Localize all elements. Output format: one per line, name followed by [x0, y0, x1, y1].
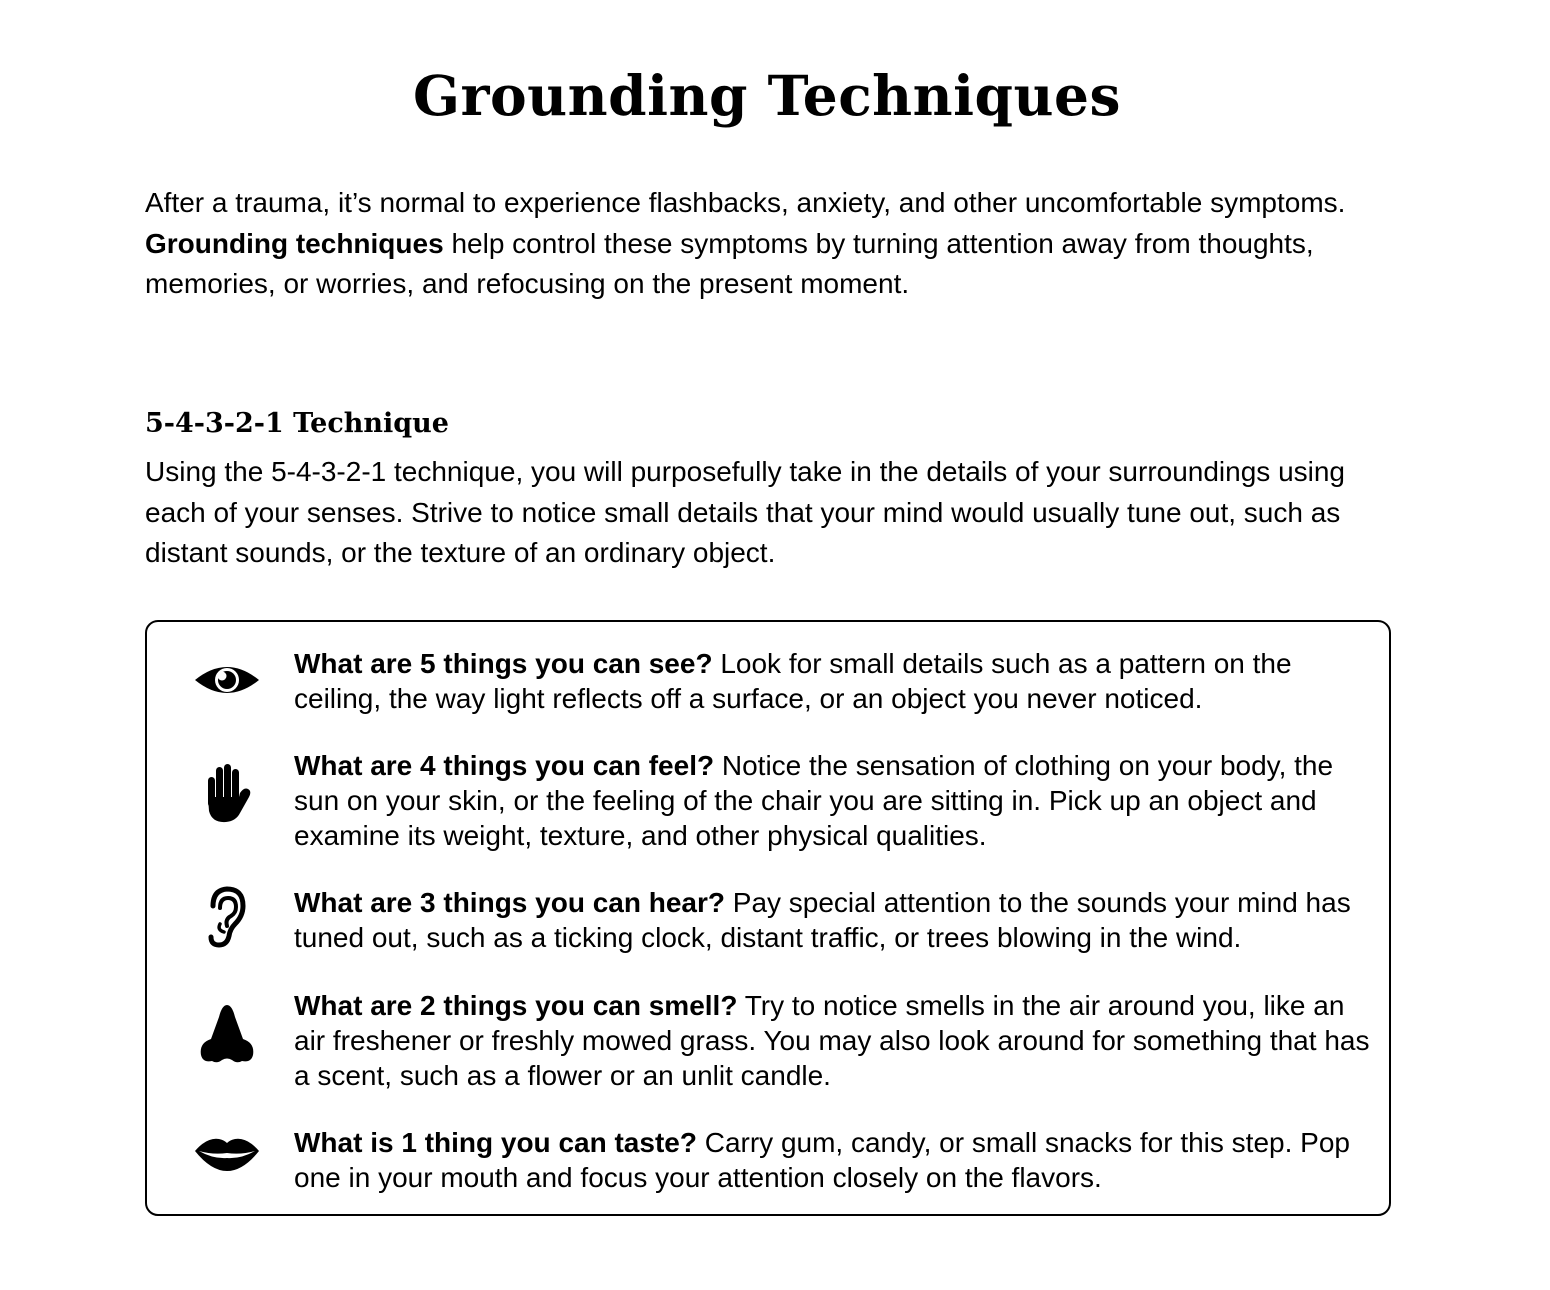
sense-question-hear: What are 3 things you can hear? [294, 887, 725, 918]
sense-text-feel [294, 748, 1379, 853]
sense-description-taste: Carry gum, candy, or small snacks for this step. Pop one in your mouth and focus your attention closely on the flavors. [294, 1127, 1350, 1193]
intro-text-end: help control these symptoms by turning attention away from thoughts, memories, or worries, and refocusing on the present moment. [145, 227, 1314, 299]
sense-question-taste: What is 1 thing you can taste? [294, 1127, 697, 1158]
lips-icon [187, 1133, 267, 1173]
sense-description-feel: Notice the sensation of clothing on your body, the sun on your skin, or the feeling of the chair you are sitting in. Pick up an object and examine its weight, texture, and other physical qualities. [294, 750, 1334, 851]
sense-question-smell: What are 2 things you can smell? [294, 990, 738, 1021]
sense-text-see [294, 646, 1379, 716]
section-heading: 5-4-3-2-1 Technique [145, 408, 449, 439]
sense-description-hear: Pay special attention to the sounds your mind has tuned out, such as a ticking clock, distant traffic, or trees blowing in the wind. [294, 887, 1351, 953]
intro-bold-term: Grounding techniques [145, 227, 444, 259]
intro-paragraph [145, 183, 1405, 305]
section-body: Using the 5-4-3-2-1 technique, you will purposefully take in the details of your surroundings using each of your senses. Strive to notice small details that your mind would usually tune out, such as distant sounds, or the texture of an ordinary object. [145, 456, 1346, 568]
ear-icon [187, 885, 267, 949]
sense-description-smell: Try to notice smells in the air around you, like an air freshener or freshly mowed grass. You may also look around for something that has a scent, such as a flower or an unlit candle. [294, 990, 1370, 1091]
sense-question-see: What are 5 things you can see? [294, 648, 713, 679]
sense-text-taste [294, 1125, 1379, 1195]
sense-text-smell [294, 988, 1379, 1093]
sense-text-hear [294, 885, 1379, 955]
senses-box [145, 620, 1391, 1216]
hand-icon [187, 762, 267, 826]
sense-description-see: Look for small details such as a pattern on the ceiling, the way light reflects off a surface, or an object you never noticed. [294, 648, 1292, 714]
intro-text-start: After a trauma, it’s normal to experience flashbacks, anxiety, and other uncomfortable symptoms. [145, 187, 1346, 218]
page-title: Grounding Techniques [413, 63, 1121, 128]
nose-icon [187, 1002, 267, 1066]
eye-icon [187, 654, 267, 706]
sense-question-feel: What are 4 things you can feel? [294, 750, 715, 781]
